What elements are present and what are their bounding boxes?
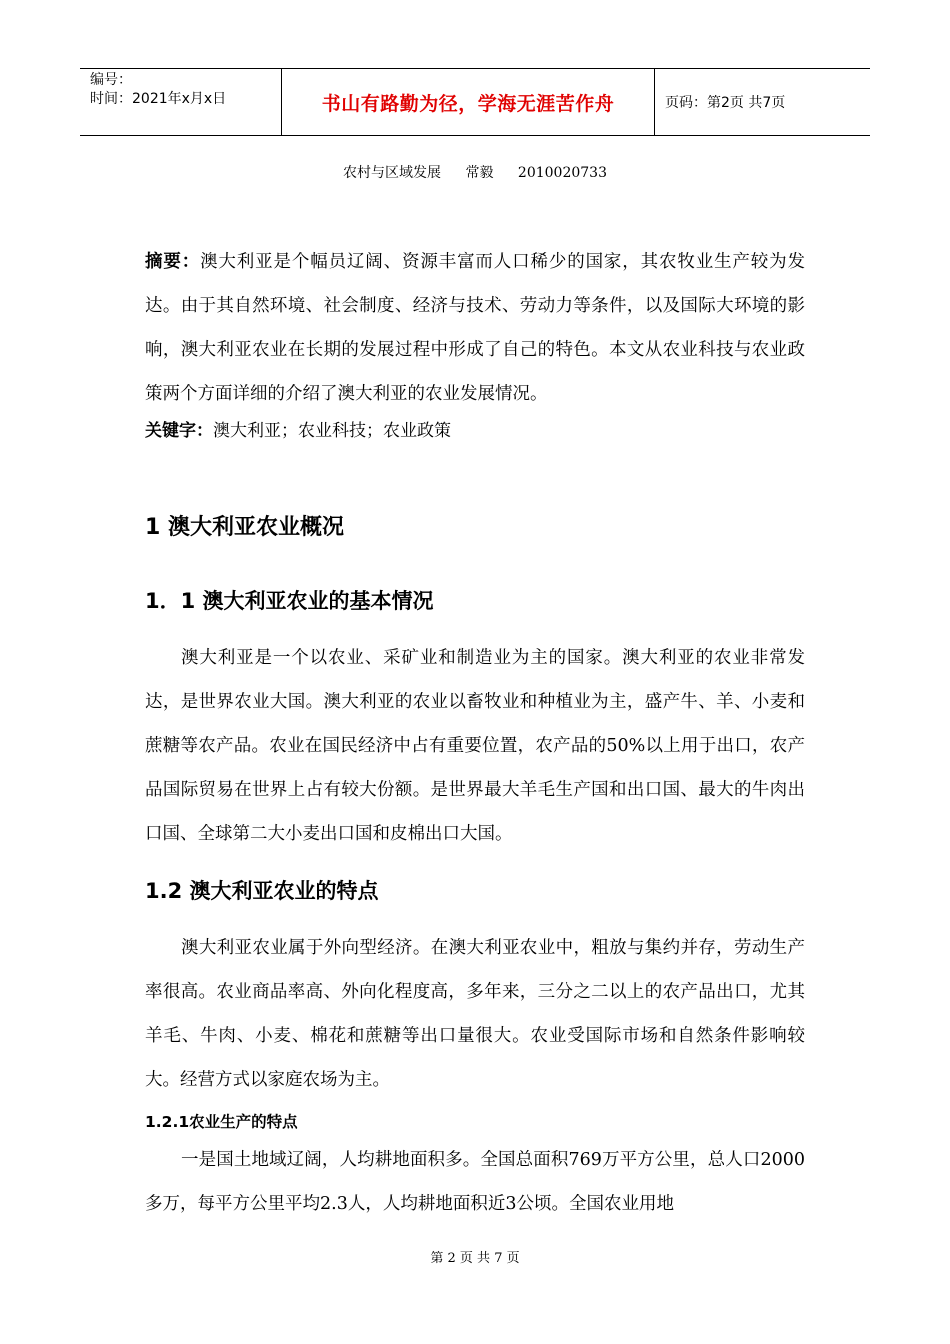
subtitle-course: 农村与区域发展 <box>343 165 441 181</box>
section-1-1-title: 1．1 澳大利亚农业的基本情况 <box>145 589 434 613</box>
keywords-paragraph <box>145 416 805 446</box>
keywords-text: 澳大利亚；农业科技；农业政策 <box>213 421 451 441</box>
section-1-2-title: 1.2 澳大利亚农业的特点 <box>145 879 379 903</box>
keywords-label: 关键字： <box>145 421 213 441</box>
subtitle-student-id: 2010020733 <box>517 165 607 181</box>
header-page-info: 页码：第2页 共7页 <box>665 95 786 111</box>
section-1-2-paragraph: 澳大利亚农业属于外向型经济。在澳大利亚农业中，粗放与集约并存，劳动生产率很高。农业商品率高、外向化程度高，多年来，三分之二以上的农产品出口，尤其羊毛、牛肉、小麦、棉花和蔗糖等出口量很大。农业受国际市场和自然条件影响较大。经营方式以家庭农场为主。 <box>145 938 805 1090</box>
header-motto: 书山有路勤为径，学海无涯苦作舟 <box>282 69 655 135</box>
section-1-2-body <box>145 926 805 1226</box>
section-1-title: 1 澳大利亚农业概况 <box>145 515 344 540</box>
subtitle-author: 常毅 <box>465 165 494 181</box>
document-subtitle <box>0 162 950 182</box>
header-left-cell <box>80 69 282 135</box>
page-footer: 第 2 页 共 7 页 <box>430 1251 520 1266</box>
section-1-1-body <box>145 636 805 856</box>
number-label: 编号： <box>90 72 132 88</box>
abstract-text: 澳大利亚是个幅员辽阔、资源丰富而人口稀少的国家，其农牧业生产较为发达。由于其自然环境、社会制度、经济与技术、劳动力等条件，以及国际大环境的影响，澳大利亚农业在长期的发展过程中形成了自己的特色。本文从农业科技与农业政策两个方面详细的介绍了澳大利亚的农业发展情况。 <box>145 252 806 404</box>
section-1-2-1-title: 1.2.1农业生产的特点 <box>145 1113 298 1131</box>
header-table <box>80 68 870 136</box>
time-label: 时间：2021年x月x日 <box>90 91 227 107</box>
abstract-block <box>145 240 805 446</box>
section-1-1-paragraph: 澳大利亚是一个以农业、采矿业和制造业为主的国家。澳大利亚的农业非常发达，是世界农业大国。澳大利亚的农业以畜牧业和种植业为主，盛产牛、羊、小麦和蔗糖等农产品。农业在国民经济中占有重要位置，农产品的50%以上用于出口，农产品国际贸易在世界上占有较大份额。是世界最大羊毛生产国和出口国、最大的牛肉出口国、全球第二大小麦出口国和皮棉出口大国。 <box>145 648 805 844</box>
section-1-2-1-paragraph: 一是国土地域辽阔，人均耕地面积多。全国总面积769万平方公里，总人口2000多万，每平方公里平均2.3人，人均耕地面积近3公顷。全国农业用地 <box>145 1150 805 1214</box>
abstract-paragraph <box>145 240 805 416</box>
abstract-label: 摘要： <box>145 252 201 272</box>
